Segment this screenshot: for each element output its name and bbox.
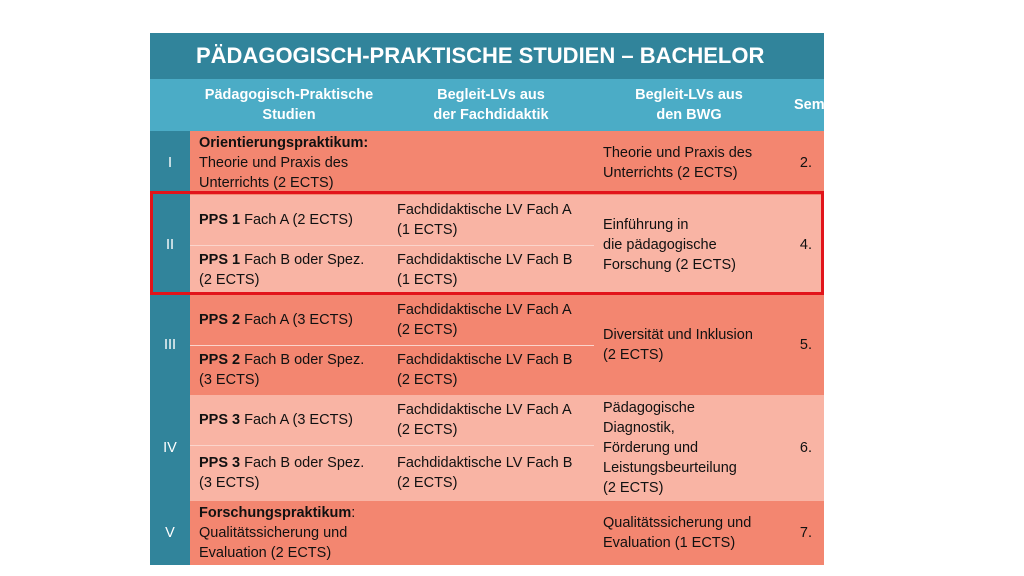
- semester-cell: 7.: [784, 501, 824, 565]
- fachdidaktik-cell: Fachdidaktische LV Fach A (1 ECTS): [388, 195, 594, 245]
- bwg-cell: Theorie und Praxis des Unterrichts (2 ECTS): [594, 131, 784, 195]
- bwg-cell: Diversität und Inklusion (2 ECTS): [594, 295, 784, 395]
- semester-cell: 4.: [784, 195, 824, 295]
- row-number: IV: [150, 395, 190, 501]
- pps-cell: PPS 2 Fach A (3 ECTS): [190, 295, 388, 345]
- fachdidaktik-cell: [388, 131, 594, 195]
- bwg-cell: Qualitätssicherung und Evaluation (1 ECTS): [594, 501, 784, 565]
- pps-cell: PPS 3 Fach A (3 ECTS): [190, 395, 388, 445]
- curriculum-slide: [150, 33, 829, 565]
- semester-cell: 6.: [784, 395, 824, 501]
- fachdidaktik-cell: Fachdidaktische LV Fach B (2 ECTS): [388, 445, 594, 501]
- fachdidaktik-cell: [388, 501, 594, 565]
- table-row: [150, 131, 824, 195]
- slide-title: PÄDAGOGISCH-PRAKTISCHE STUDIEN – BACHELOR: [150, 33, 824, 79]
- header-row: [150, 79, 824, 131]
- row-number: II: [150, 195, 190, 295]
- semester-cell: 2.: [784, 131, 824, 195]
- pps-cell: PPS 1 Fach B oder Spez. (2 ECTS): [190, 245, 388, 295]
- header-fachdidaktik: Begleit-LVs aus der Fachdidaktik: [388, 79, 594, 131]
- table-row: [150, 195, 824, 245]
- header-pps: Pädagogisch-Praktische Studien: [190, 79, 388, 131]
- pps-cell: PPS 3 Fach B oder Spez. (3 ECTS): [190, 445, 388, 501]
- fachdidaktik-cell: Fachdidaktische LV Fach B (2 ECTS): [388, 345, 594, 395]
- fachdidaktik-cell: Fachdidaktische LV Fach B (1 ECTS): [388, 245, 594, 295]
- row-number: V: [150, 501, 190, 565]
- table-row: [150, 395, 824, 445]
- pps-cell: PPS 1 Fach A (2 ECTS): [190, 195, 388, 245]
- row-number: III: [150, 295, 190, 395]
- header-semester: Sem.: [784, 79, 824, 131]
- header-bwg: Begleit-LVs aus den BWG: [594, 79, 784, 131]
- pps-cell: PPS 2 Fach B oder Spez. (3 ECTS): [190, 345, 388, 395]
- bwg-cell: Pädagogische Diagnostik, Förderung und Leistungsbeurteilung (2 ECTS): [594, 395, 784, 501]
- fachdidaktik-cell: Fachdidaktische LV Fach A (2 ECTS): [388, 295, 594, 345]
- pps-cell: Forschungspraktikum: Qualitätssicherung und Evaluation (2 ECTS): [190, 501, 388, 565]
- pps-cell: Orientierungspraktikum: Theorie und Praxis des Unterrichts (2 ECTS): [190, 131, 388, 195]
- row-number: I: [150, 131, 190, 195]
- table-row: [150, 295, 824, 345]
- bwg-cell: Einführung in die pädagogische Forschung (2 ECTS): [594, 195, 784, 295]
- curriculum-table: [150, 79, 829, 565]
- header-corner: [150, 79, 190, 131]
- table-row: [150, 501, 824, 565]
- fachdidaktik-cell: Fachdidaktische LV Fach A (2 ECTS): [388, 395, 594, 445]
- semester-cell: 5.: [784, 295, 824, 395]
